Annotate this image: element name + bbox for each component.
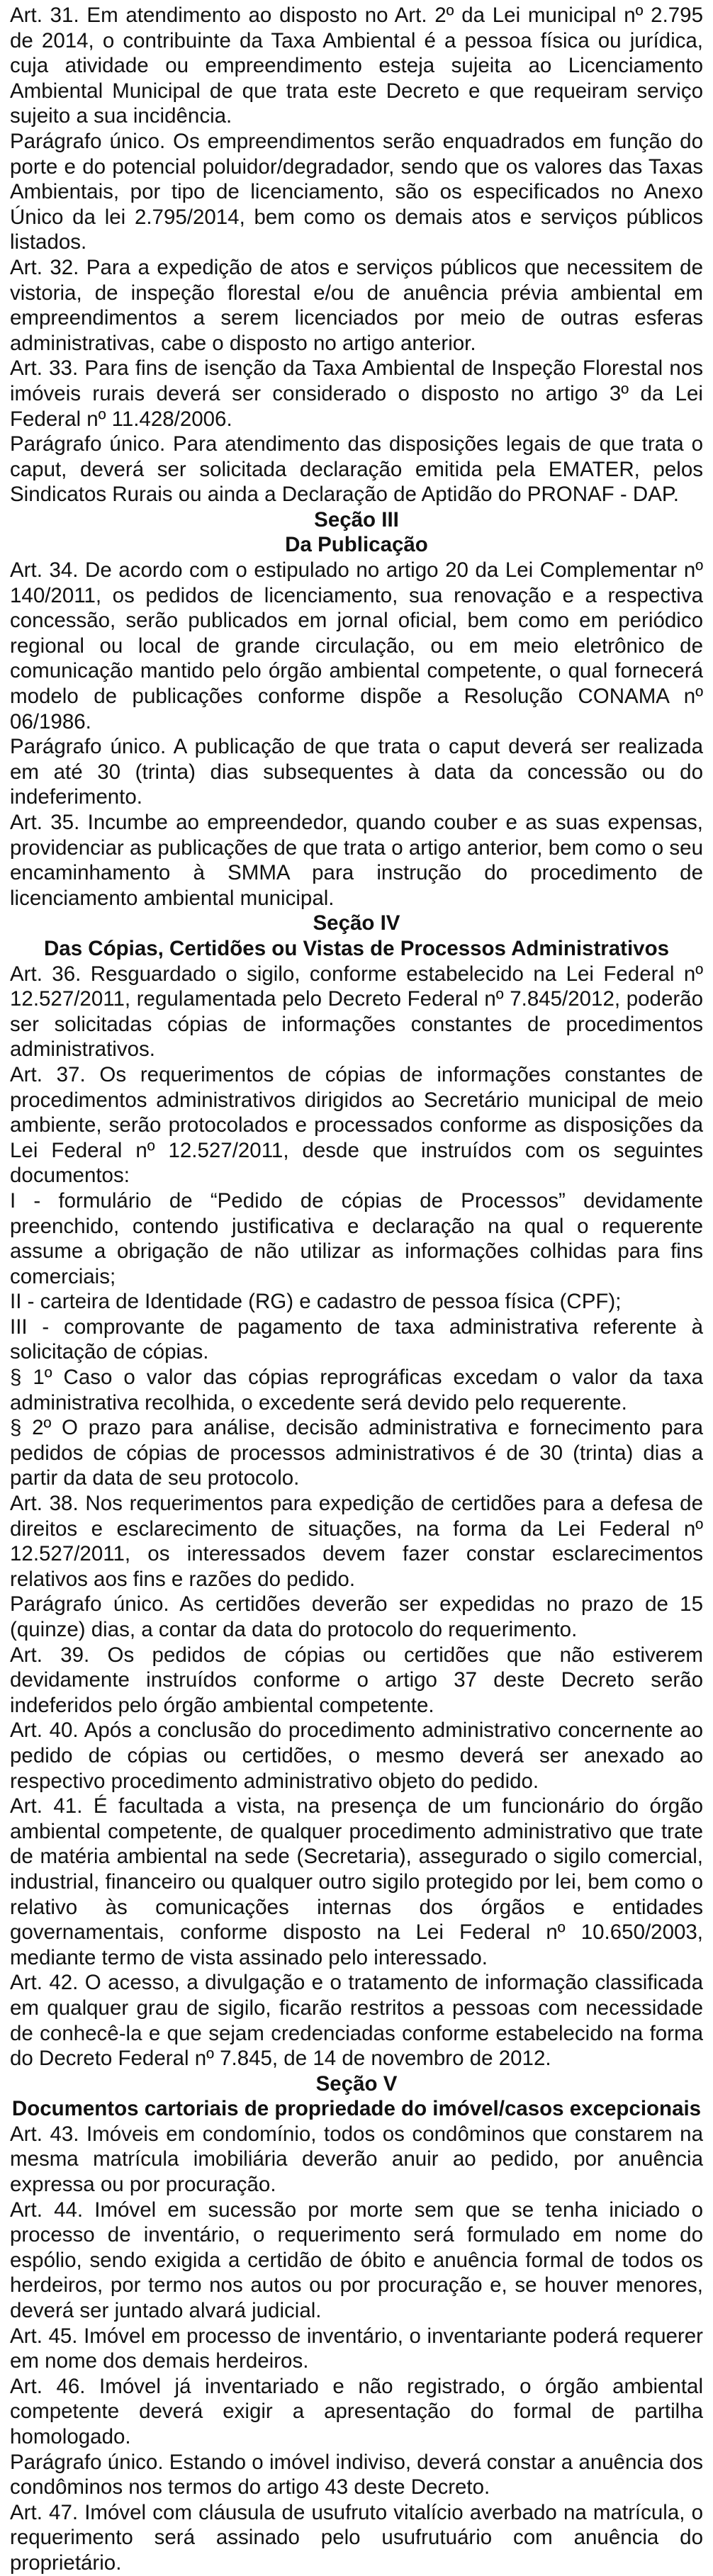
paragraph: Art. 47. Imóvel com cláusula de usufruto vitalício averbado na matrícula, o requerimento será assinado pelo usufrutuário com anuência do proprietário. (10, 2500, 703, 2575)
paragraph: Art. 41. É facultada a vista, na presença de um funcionário do órgão ambiental competente, de qualquer procedimento administrativo que trate de matéria ambiental na sede (Secretaria), assegurado o sigilo comercial, industrial, financeiro ou qualquer outro sigilo protegido por lei, bem como o relativo às comunicações internas dos órgãos e entidades governamentais, conforme disposto na Lei Federal nº 10.650/2003, mediante termo de vista assinado pelo interessado. (10, 1794, 703, 1969)
paragraph: III - comprovante de pagamento de taxa administrativa referente à solicitação de cópias. (10, 1315, 703, 1364)
paragraph: § 1º Caso o valor das cópias reprográficas excedam o valor da taxa administrativa recolhida, o excedente será devido pelo requerente. (10, 1366, 703, 1414)
paragraph: Art. 34. De acordo com o estipulado no artigo 20 da Lei Complementar nº 140/2011, os pedidos de licenciamento, sua renovação e a respectiva concessão, serão publicados em jornal oficial, bem como em periódico regional ou local de grande circulação, ou em meio eletrônico de comunicação mantido pelo órgão ambiental competente, o qual fornecerá modelo de publicações conforme dispõe a Resolução CONAMA nº 06/1986. (10, 558, 703, 733)
paragraph: Parágrafo único. Para atendimento das disposições legais de que trata o caput, deverá ser solicitada declaração emitida pela EMATER, pelos Sindicatos Rurais ou ainda a Declaração de Aptidão do PRONAF - DAP. (10, 432, 703, 507)
paragraph: Art. 31. Em atendimento ao disposto no Art. 2º da Lei municipal nº 2.795 de 2014, o contribuinte da Taxa Ambiental é a pessoa física ou jurídica, cuja atividade ou empreendimento esteja sujeita ao Licenciamento Ambiental Municipal de que trata este Decreto e que requeiram serviço sujeito a sua incidência. (10, 4, 703, 128)
paragraph: Parágrafo único. A publicação de que trata o caput deverá ser realizada em até 30 (trinta) dias subsequentes à data da concessão ou do indeferimento. (10, 735, 703, 809)
paragraph: II - carteira de Identidade (RG) e cadastro de pessoa física (CPF); (10, 1290, 622, 1314)
section-heading: Seção IV (313, 911, 400, 935)
section-heading: Seção V (315, 2071, 398, 2096)
paragraph: Art. 42. O acesso, a divulgação e o tratamento de informação classificada em qualquer grau de sigilo, ficarão restritos a pessoas com necessidade de conhecê-la e que sejam credenciadas conforme estabelecido na forma do Decreto Federal nº 7.845, de 14 de novembro de 2012. (10, 1971, 703, 2071)
section-heading: Das Cópias, Certidões ou Vistas de Processos Administrativos (43, 936, 670, 960)
paragraph: Art. 43. Imóveis em condomínio, todos os condôminos que constarem na mesma matrícula imobiliária deverão anuir ao pedido, por anuência expressa ou por procuração. (10, 2122, 703, 2197)
paragraph: Art. 39. Os pedidos de cópias ou certidões que não estiverem devidamente instruídos conforme o artigo 37 deste Decreto serão indeferidos pelo órgão ambiental competente. (10, 1643, 703, 1717)
paragraph: Art. 32. Para a expedição de atos e serviços públicos que necessitem de vistoria, de inspeção florestal e/ou de anuência prévia ambiental em empreendimentos a serem licenciados por meio de outras esferas administrativas, cabe o disposto no artigo anterior. (10, 255, 703, 355)
paragraph: § 2º O prazo para análise, decisão administrativa e fornecimento para pedidos de cópias de processos administrativos é de 30 (trinta) dias a partir da data de seu protocolo. (10, 1416, 703, 1490)
section-heading: Da Publicação (285, 533, 428, 557)
paragraph: Art. 37. Os requerimentos de cópias de informações constantes de procedimentos administrativos dirigidos ao Secretário municipal de meio ambiente, serão protocolados e processados conforme as disposições da Lei Federal nº 12.527/2011, desde que instruídos com os seguintes documentos: (10, 1062, 703, 1188)
paragraph: Art. 36. Resguardado o sigilo, conforme estabelecido na Lei Federal nº 12.527/2011, regulamentada pelo Decreto Federal nº 7.845/2012, poderão ser solicitadas cópias de informações constantes de procedimentos administrativos. (10, 962, 703, 1062)
section-heading: Documentos cartoriais de propriedade do imóvel/casos excepcionais (11, 2097, 702, 2121)
paragraph: Art. 40. Após a conclusão do procedimento administrativo concernente ao pedido de cópias ou certidões, o mesmo deverá ser anexado ao respectivo procedimento administrativo objeto do pedido. (10, 1719, 703, 1793)
paragraph: Art. 38. Nos requerimentos para expedição de certidões para a defesa de direitos e esclarecimento de situações, na forma da Lei Federal nº 12.527/2011, os interessados devem fazer constar esclarecimentos relativos aos fins e razões do pedido. (10, 1492, 703, 1591)
paragraph: Art. 45. Imóvel em processo de inventário, o inventariante poderá requerer em nome dos demais herdeiros. (10, 2324, 703, 2373)
paragraph: Art. 46. Imóvel já inventariado e não registrado, o órgão ambiental competente deverá exigir a apresentação do formal de partilha homologado. (10, 2374, 703, 2448)
paragraph: I - formulário de “Pedido de cópias de Processos” devidamente preenchido, contendo justificativa e declaração na qual o requerente assume a obrigação de não utilizar as informações colhidas para fins comerciais; (10, 1188, 703, 1288)
section-heading: Seção III (314, 507, 399, 531)
paragraph: Art. 33. Para fins de isenção da Taxa Ambiental de Inspeção Florestal nos imóveis rurais deverá ser considerado o disposto no artigo 3º da Lei Federal nº 11.428/2006. (10, 356, 703, 431)
paragraph: Art. 44. Imóvel em sucessão por morte sem que se tenha iniciado o processo de inventário, o requerimento será formulado em nome do espólio, sendo exigida a certidão de óbito e anuência formal de todos os herdeiros, por termo nos autos ou por procuração e, se houver menores, deverá ser juntado alvará judicial. (10, 2198, 703, 2323)
paragraph: Art. 35. Incumbe ao empreendedor, quando couber e as suas expensas, providenciar as publicações de que trata o artigo anterior, bem como o seu encaminhamento à SMMA para instrução do procedimento de licenciamento ambiental municipal. (10, 811, 703, 910)
paragraph: Parágrafo único. As certidões deverão ser expedidas no prazo de 15 (quinze) dias, a contar da data do protocolo do requerimento. (10, 1592, 703, 1641)
paragraph: Parágrafo único. Estando o imóvel indiviso, deverá constar a anuência dos condôminos nos termos do artigo 43 deste Decreto. (10, 2450, 703, 2499)
paragraph: Parágrafo único. Os empreendimentos serão enquadrados em função do porte e do potencial poluidor/degradador, sendo que os valores das Taxas Ambientais, por tipo de licenciamento, são os especificados no Anexo Único da lei 2.795/2014, bem como os demais atos e serviços públicos listados. (10, 129, 703, 254)
